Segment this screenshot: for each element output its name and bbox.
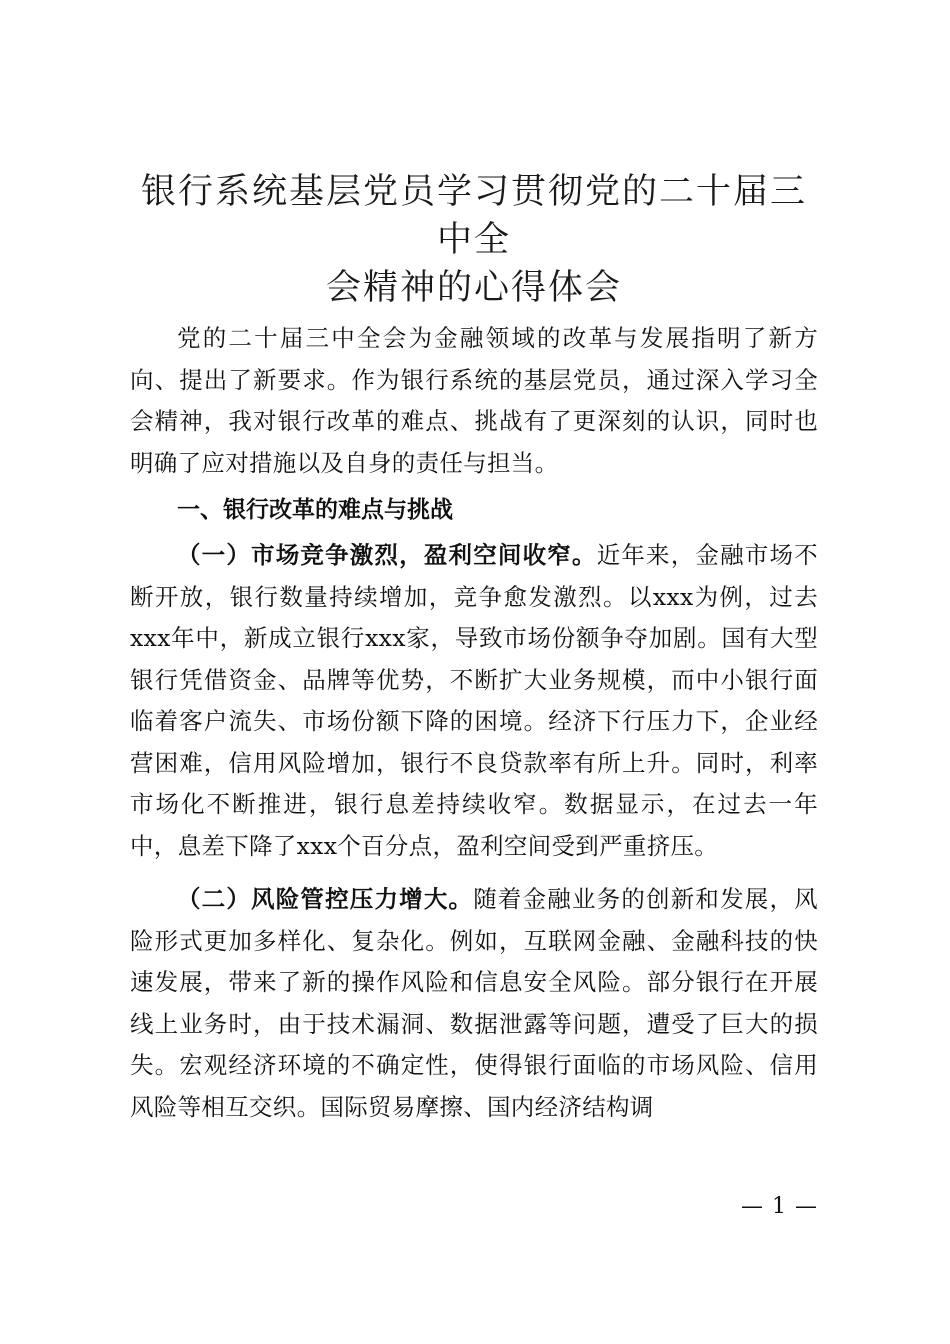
subsection-1-body: 近年来，金融市场不断开放，银行数量持续增加，竞争愈发激烈。以xxx为例，过去xxx年中，新成立银行xxx家，导致市场份额争夺加剧。国有大型银行凭借资金、品牌等优势，不断扩大业务规模，而中小银行面临着客户流失、市场份额下降的困境。经济下行压力下，企业经营困难，信用风险增加，银行不良贷款率有所上升。同时，利率市场化不断推进，银行息差持续收窄。数据显示，在过去一年中，息差下降了xxx个百分点，盈利空间受到严重挤压。 — [130, 541, 818, 860]
intro-paragraph: 党的二十届三中全会为金融领域的改革与发展指明了新方向、提出了新要求。作为银行系统的基层党员，通过深入学习全会精神，我对银行改革的难点、挑战有了更深刻的认识，同时也明确了应对措施以及自身的责任与担当。 — [130, 324, 818, 477]
title-line-2: 会精神的心得体会 — [325, 268, 622, 308]
subsection-1-heading: （一）市场竞争激烈，盈利空间收窄。 — [177, 541, 597, 569]
page-number: — 1 — — [741, 1194, 818, 1219]
subsection-2-paragraph — [130, 879, 818, 1128]
document-title — [130, 168, 818, 312]
section-heading: 一、银行改革的难点与挑战 — [177, 497, 453, 523]
document-page — [130, 168, 818, 1128]
subsection-1-paragraph — [130, 535, 818, 867]
title-line-1: 银行系统基层党员学习贯彻党的二十届三中全 — [140, 172, 807, 260]
subsection-2-body: 随着金融业务的创新和发展，风险形式更加多样化、复杂化。例如，互联网金融、金融科技的快速发展，带来了新的操作风险和信息安全风险。部分银行在开展线上业务时，由于技术漏洞、数据泄露等问题，遭受了巨大的损失。宏观经济环境的不确定性，使得银行面临的市场风险、信用风险等相互交织。国际贸易摩擦、国内经济结构调 — [130, 885, 818, 1121]
subsection-2-heading: （二）风险管控压力增大。 — [177, 885, 474, 913]
